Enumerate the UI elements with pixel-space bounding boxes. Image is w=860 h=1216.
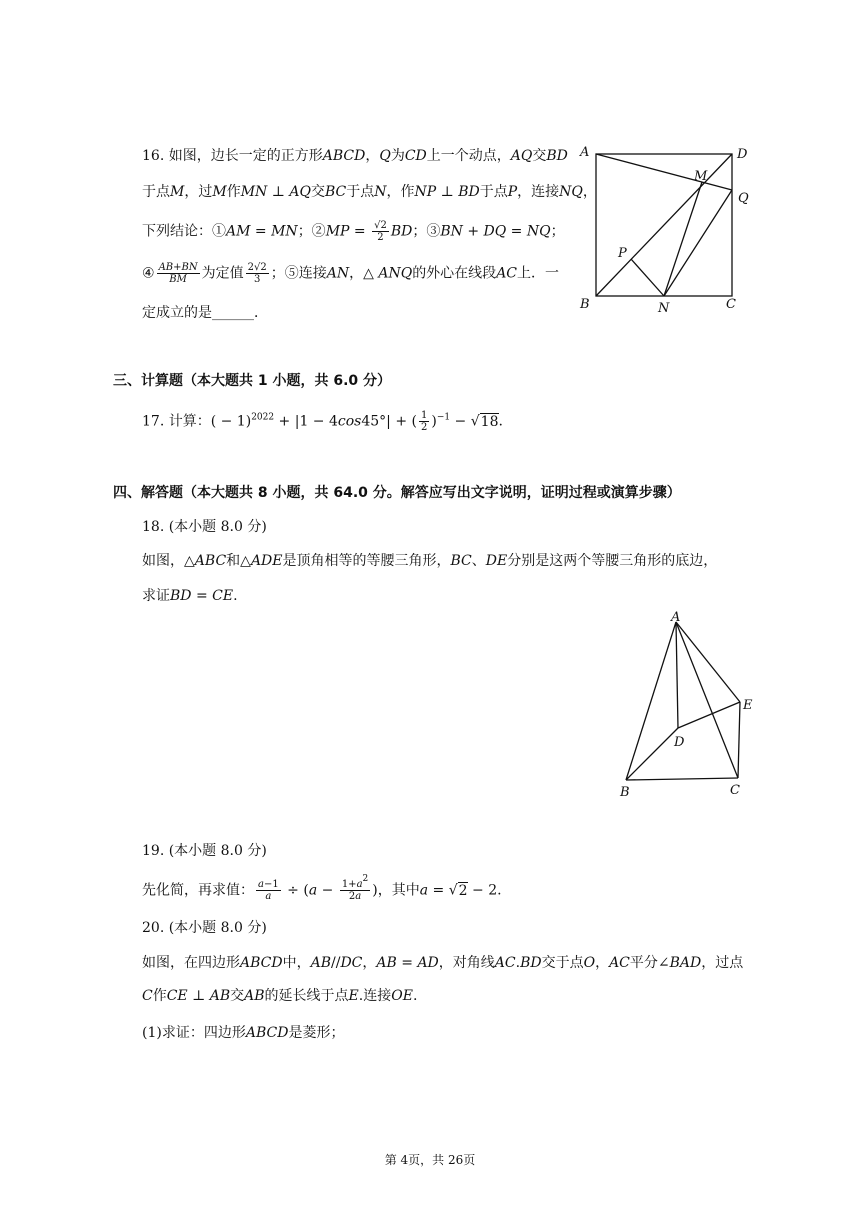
q16-line4-mid: 为定值 (201, 265, 244, 282)
label-a: A (671, 610, 681, 625)
label-c: C (726, 297, 736, 312)
q17-line: 17. 计算：( − 1)$^{2022}$ + |1 − 4cos45°| + ( $\frac{1}{2}$ )$^{-1}$ − √18. (142, 410, 503, 433)
q18-triangle-figure (610, 610, 770, 800)
label-b: B (580, 297, 590, 312)
q20-line2-b: 交 (230, 988, 245, 1004)
segment-bc (626, 778, 738, 780)
q20-line3-b: 是菱形； (288, 1025, 345, 1041)
label-p: P (618, 246, 627, 261)
q18-header: 18. (本小题 8.0 分) (142, 519, 267, 535)
q16-line1-end: 上一个动点， (426, 148, 511, 164)
label-m: M (694, 169, 708, 184)
label-d: D (674, 735, 685, 750)
segment-mn (664, 182, 702, 296)
q20-line-1: 如图，在四边形ABCD中，AB//DC，AB = AD，对角线AC.BD交于点O，AC平分∠BAD，过点 (142, 955, 744, 971)
q20-line2-c: 的延长线于点 (264, 988, 349, 1004)
ab-bn-over-bm-fraction: $\frac{AB+BN}{BM}$ (158, 262, 198, 285)
q20-line1-b: 中， (282, 955, 311, 971)
q16-line4-end: ；⑤连接 (270, 265, 327, 282)
q16-line2-text: 于点 (142, 184, 170, 200)
q16-line-1: 16. 如图，边长一定的正方形ABCD，Q为CD上一个动点，AQ交BD (142, 148, 568, 164)
q16-line5-text: 定成立的是 (142, 305, 212, 321)
two-sqrt2-over-3-fraction: $\frac{2√2}{3}$ (247, 262, 267, 285)
one-half-fraction: $\frac{1}{2}$ (420, 410, 428, 433)
q20-line2-a: 作 (152, 988, 167, 1004)
q19-header: 19. (本小题 8.0 分) (142, 843, 267, 859)
section-3-title: 三、计算题（本大题共 1 小题，共 6.0 分） (113, 373, 392, 389)
label-b: B (620, 785, 630, 800)
label-c: C (730, 783, 740, 798)
a-minus-1-over-a-fraction: $\frac{a-1}{a}$ (258, 879, 279, 902)
q16-line3-text: 下列结论：① (142, 223, 226, 240)
segment-aq (596, 154, 732, 190)
q20-line3-a: (1)求证：四边形 (142, 1025, 246, 1041)
segment-ac (676, 622, 738, 778)
q19-mid: ，其中 (377, 882, 420, 899)
q18-line1-d: 、 (471, 553, 486, 569)
q18-line-2: 求证BD = CE. (142, 588, 238, 604)
q20-line2-d: 连接 (363, 988, 392, 1004)
page-footer: 第 4页，共 26页 (384, 1153, 476, 1167)
q18-line1-c: 是顶角相等的等腰三角形， (282, 553, 451, 569)
label-q: Q (738, 191, 749, 206)
segment-ae (676, 622, 740, 702)
q19-prefix: 先化简，再求值： (142, 882, 254, 899)
q16-line4-last: 上．一 (517, 265, 560, 282)
q20-line-3: (1)求证：四边形ABCD是菱形； (142, 1025, 345, 1041)
q18-line1-a: 如图，△ (142, 553, 195, 569)
q18-line1-e: 分别是这两个等腰三角形的底边， (507, 553, 718, 569)
label-e: E (743, 698, 753, 713)
label-d: D (737, 147, 748, 162)
one-plus-a2-over-2a-fraction: $\frac{1+a^2}{2a}$ (341, 874, 369, 902)
segment-ab (626, 622, 676, 780)
q16-line-2: 于点M，过M作MN ⊥ AQ交BC于点N，作NP ⊥ BD于点P，连接NQ， (142, 184, 597, 200)
q16-square-figure (574, 140, 760, 320)
segment-bd (596, 154, 732, 296)
q20-line1-d: 交于点 (541, 955, 584, 971)
segment-ad (676, 622, 678, 728)
q20-line1-f: ，过点 (701, 955, 744, 971)
q19-line: 先化简，再求值： $\frac{a-1}{a}$ ÷ (a − $\frac{1+a^2}{2a}$ )，其中a = √2 − 2. (142, 874, 502, 902)
label-a: A (580, 145, 590, 160)
sqrt2-over-2-fraction: $\frac{√2}{2}$ (374, 220, 387, 243)
q20-line1-c: ，对角线 (438, 955, 495, 971)
q20-line-2: C作CE ⊥ AB交AB的延长线于点E.连接OE. (142, 988, 418, 1004)
segment-np (631, 259, 664, 296)
q17-prefix: 17. 计算： (142, 413, 211, 430)
q18-line2-text: 求证 (142, 588, 170, 604)
q18-line-1: 如图，△ABC和△ADE是顶角相等的等腰三角形，BC、DE分别是这两个等腰三角形的底边， (142, 553, 718, 569)
q20-line1-e: 平分∠ (629, 955, 670, 971)
q18-line1-b: 和△ (226, 553, 251, 569)
q16-line-3: 下列结论：①AM = MN；②MP = $\frac{√2}{2}$ BD；③BN + DQ = NQ； (142, 220, 565, 243)
q16-intro-text: 16. 如图，边长一定的正方形 (142, 148, 323, 164)
section-4-title: 四、解答题（本大题共 8 小题，共 64.0 分。解答应写出文字说明，证明过程或演算步骤） (113, 485, 681, 501)
q20-header: 20. (本小题 8.0 分) (142, 920, 267, 936)
segment-nq (664, 190, 732, 296)
q16-line4-tail: 的外心在线段 (412, 265, 497, 282)
q20-line1-a: 如图，在四边形 (142, 955, 240, 971)
label-n: N (658, 301, 670, 316)
q16-line-5 (142, 303, 268, 323)
q16-line-4: ④ $\frac{AB+BN}{BM}$ 为定值 $\frac{2√2}{3}$ ；⑤连接AN，△ ANQ的外心在线段AC上．一 (142, 262, 560, 285)
answer-blank: ______ (212, 305, 254, 321)
q16-line5-end: ． (254, 305, 268, 321)
segment-ec (738, 702, 740, 778)
